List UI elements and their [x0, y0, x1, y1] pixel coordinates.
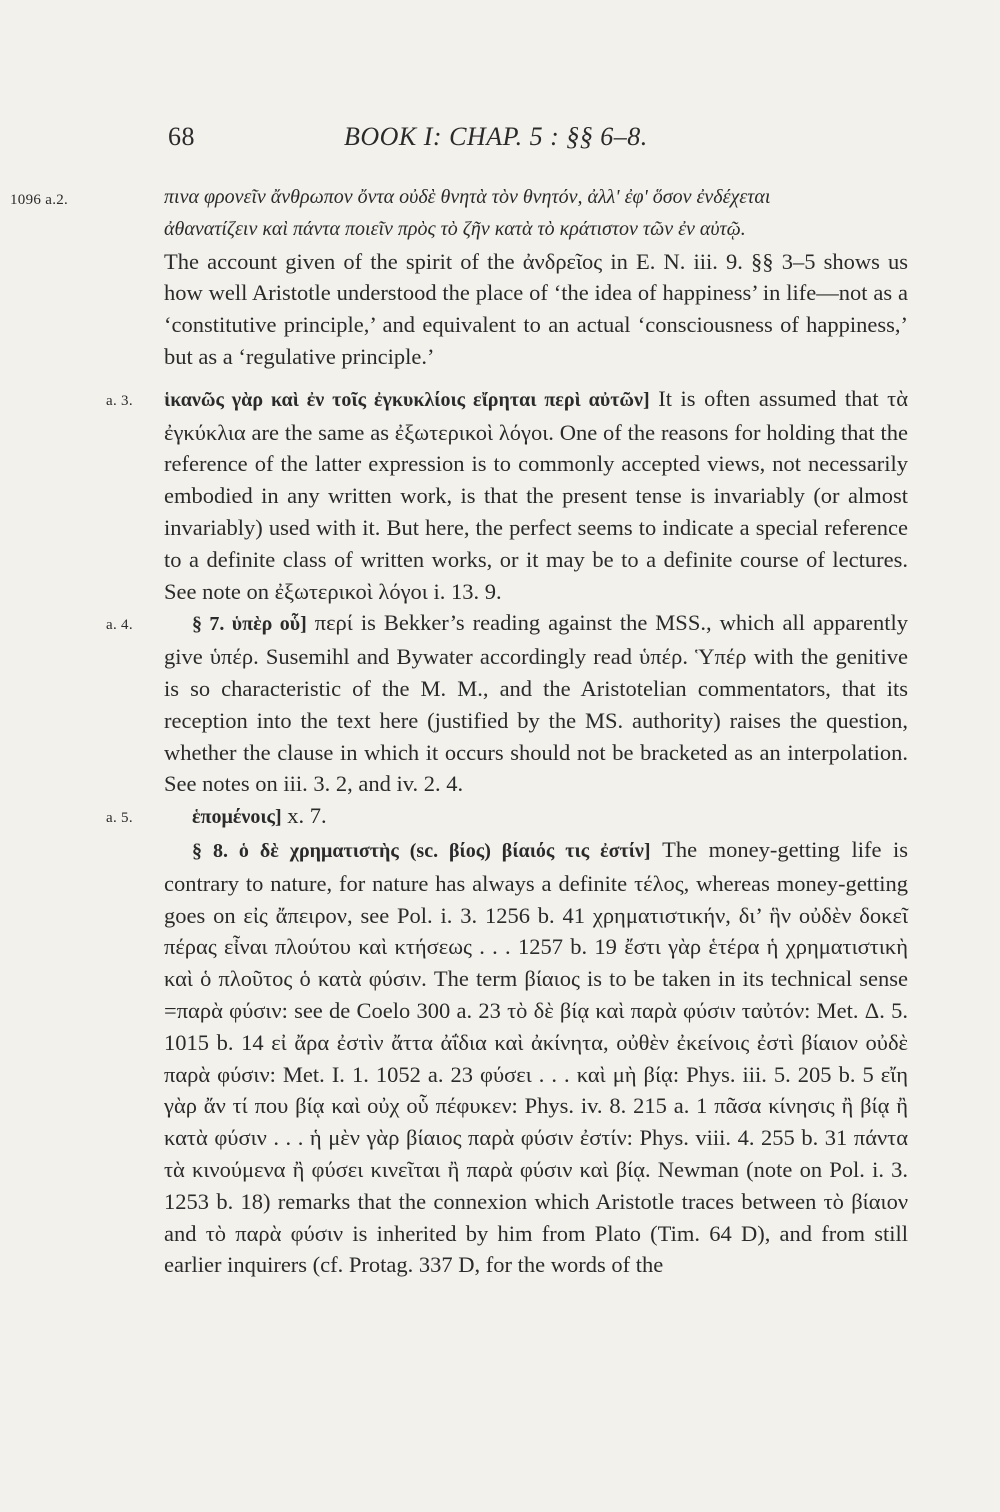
note-a4: [106, 607, 908, 800]
commentary-text: [10, 182, 909, 1281]
lemma: ἱκανῶς γὰρ καὶ ἐν τοῖς ἐγκυκλίοις εἴρηται περὶ αὐτῶν]: [164, 388, 650, 411]
line-reference: 1096 a.2.: [10, 192, 69, 208]
lemma: ἑπομένοις]: [192, 806, 282, 829]
line-reference: a. 4.: [106, 617, 133, 634]
note-1096-a2: [10, 182, 908, 373]
note-text: x. 7.: [287, 803, 327, 829]
page-header: [0, 122, 1000, 162]
lemma: § 8. ὁ δὲ χρηματιστὴς (sc. βίος) βίαιός τις ἐστίν]: [192, 839, 651, 862]
note-text: The money-getting life is contrary to nature, for nature has always a definite τέλος, whereas money-getting goes on εἰς ἄπειρον, see Pol. i. 3. 1256 b. 41 χρηματιστικήν, δι’ ἣν οὐδὲν δοκεῖ πέρας εἶναι πλούτου καὶ κτήσεως . . . 1257 b. 19 ἔστι γὰρ ἑτέρα ἡ χρηματιστικὴ καὶ ὁ πλοῦτος ὁ κατὰ φύσιν. The term βίαιος is to be taken in its technical sense =παρὰ φύσιν: see de Coelo 300 a. 23 τὸ δὲ βίᾳ καὶ παρὰ φύσιν ταὐτόν: Met. Δ. 5. 1015 b. 14 εἰ ἄρα ἐστὶν ἄττα ἀΐδια καὶ ἀκίνητα, οὐθὲν ἐκείνοις ἐστὶ βίαιον οὐδὲ παρὰ φύσιν: Met. I. 1. 1052 a. 23 φύσει . . . καὶ μὴ βίᾳ: Phys. iii. 5. 205 b. 5 εἴη γὰρ ἄν τί που βίᾳ καὶ οὐχ οὗ πέφυκεν: Phys. iv. 8. 215 a. 1 πᾶσα κίνησις ἢ βίᾳ ἢ κατὰ φύσιν . . . ἡ μὲν γὰρ βίαιος παρὰ φύσιν ἐστίν: Phys. viii. 4. 255 b. 31 πάντα τὰ κινούμενα ἢ φύσει κινεῖται ἢ παρὰ φύσιν καὶ βίᾳ. Newman (note on Pol. i. 3. 1253 b. 18) remarks that the connexion which Aristotle traces between τὸ βίαιον and τὸ παρὰ φύσιν is inherited by him from Plato (Tim. 64 D), and from still earlier inquirers (cf. Protag. 337 D, for the words of the: [164, 836, 909, 1278]
greek-quotation-line: ἀθανατίζειν καὶ πάντα ποιεῖν πρὸς τὸ ζῆν κατὰ τὸ κράτιστον τῶν ἐν αὐτῷ.: [164, 217, 746, 240]
greek-quotation-line: πινα φρονεῖν ἄνθρωπον ὄντα οὐδὲ θνητὰ τὸν θνητόν, ἀλλ' ἐφ' ὅσον ἐνδέχεται: [164, 186, 771, 208]
page-number: 68: [168, 122, 195, 151]
note-section-8: [164, 834, 908, 1281]
note-text: περί is Bekker’s reading against the MSS., which all apparently give ὑπέρ. Susemihl and Bywater accordingly read ὑπέρ. Ὑπέρ with the genitive is so characteristic of the M. M., and the Aristotelian commentators, that its reception into the text here (justified by the MS. authority) raises the question, whether the clause in which it occurs should not be bracketed as an interpolation. See notes on iii. 3. 2, and iv. 2. 4.: [164, 610, 908, 797]
note-text: It is often assumed that τὰ ἐγκύκλια are the same as ἐξωτερικοὶ λόγοι. One of the reasons for holding that the reference of the latter expression is to commonly accepted views, not necessarily embodied in any written work, is that the present tense is invariably (or almost invariably) used with it. But here, the perfect seems to indicate a special reference to a definite class of written works, or it may be to a definite course of lectures. See note on ἐξωτερικοὶ λόγοι i. 13. 9.: [164, 385, 909, 604]
running-head: BOOK I: CHAP. 5 : §§ 6–8.: [344, 122, 648, 151]
note-text: The account given of the spirit of the ἀνδρεῖος in E. N. iii. 9. §§ 3–5 shows us how well Aristotle understood the place of ‘the idea of happiness’ in life—not as a ‘constitutive principle,’ and equivalent to an actual ‘consciousness of happiness,’ but as a ‘regulative principle.’: [164, 248, 908, 369]
line-reference: a. 3.: [106, 392, 133, 409]
note-a3: [106, 383, 909, 608]
note-a5: [106, 800, 908, 834]
lemma: § 7. ὑπὲρ οὗ]: [192, 613, 307, 636]
line-reference: a. 5.: [106, 810, 133, 827]
